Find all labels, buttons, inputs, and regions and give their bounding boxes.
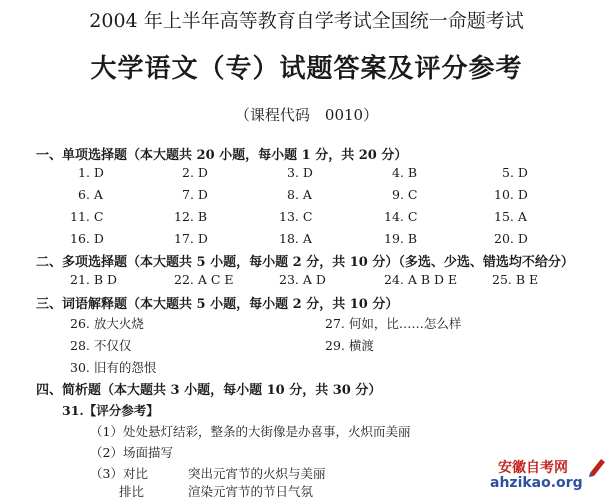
answer-item: 2. D xyxy=(182,165,208,180)
document-title: 大学语文（专）试题答案及评分参考 xyxy=(90,54,523,84)
answer-item: 23. A D xyxy=(279,272,326,287)
section2-heading: 二、多项选择题（本大题共 5 小题，每小题 2 分，共 10 分）（多选、少选、错选均不给分） xyxy=(36,255,574,270)
answer-item: 20. D xyxy=(494,231,528,246)
definition-item: 27. 何如，比……怎么样 xyxy=(325,316,462,331)
answer-item: 9. C xyxy=(392,187,418,202)
definition-item: 28. 不仅仅 xyxy=(70,338,132,353)
answer-item: 4. B xyxy=(392,165,418,180)
definition-item: 29. 横渡 xyxy=(325,338,374,353)
scoring-point: （3）对比 xyxy=(90,466,148,481)
answer-item: 8. A xyxy=(287,187,312,202)
site-url: ahzikao.org xyxy=(490,475,583,491)
scoring-note: 渲染元宵节的节日气氛 xyxy=(188,484,314,499)
answer-row xyxy=(0,209,613,227)
scoring-point: （1）处处悬灯结彩，整条的大街像是办喜事，火炽而美丽 xyxy=(90,424,411,439)
section1-heading: 一、单项选择题（本大题共 20 小题，每小题 1 分，共 20 分） xyxy=(36,148,408,163)
section3-heading: 三、词语解释题（本大题共 5 小题，每小题 2 分，共 10 分） xyxy=(36,297,399,312)
answer-item: 5. D xyxy=(502,165,528,180)
definition-item: 26. 放大火烧 xyxy=(70,316,144,331)
answer-row xyxy=(0,165,613,183)
answer-item: 14. C xyxy=(384,209,418,224)
site-watermark xyxy=(486,455,608,493)
answer-item: 3. D xyxy=(287,165,313,180)
answer-item: 15. A xyxy=(494,209,527,224)
course-code: （课程代码 0010） xyxy=(234,106,379,124)
answer-item: 22. A C E xyxy=(174,272,234,287)
answer-item: 7. D xyxy=(182,187,208,202)
scoring-point: 排比 xyxy=(119,484,145,499)
answer-item: 6. A xyxy=(78,187,103,202)
answer-item: 16. D xyxy=(70,231,104,246)
scoring-point: （2）场面描写 xyxy=(90,445,173,460)
answer-item: 17. D xyxy=(174,231,208,246)
answer-row xyxy=(0,231,613,249)
answer-item: 11. C xyxy=(70,209,104,224)
site-name-cn: 安徽自考网 xyxy=(498,460,568,476)
answer-item: 18. A xyxy=(279,231,312,246)
answer-item: 1. D xyxy=(78,165,104,180)
answer-item: 25. B E xyxy=(492,272,539,287)
pencil-logo-icon xyxy=(586,455,608,477)
answer-item: 24. A B D E xyxy=(384,272,458,287)
section4-heading: 四、简析题（本大题共 3 小题，每小题 10 分，共 30 分） xyxy=(36,383,382,398)
answer-item: 13. C xyxy=(279,209,313,224)
scoring-note: 突出元宵节的火炽与美丽 xyxy=(188,466,326,481)
definition-item: 30. 旧有的怨恨 xyxy=(70,360,157,375)
answer-item: 10. D xyxy=(494,187,528,202)
answer-item: 21. B D xyxy=(70,272,118,287)
answer-row xyxy=(0,187,613,205)
question-31-label: 31.【评分参考】 xyxy=(62,403,159,418)
answer-item: 12. B xyxy=(174,209,208,224)
exam-title: 2004 年上半年高等教育自学考试全国统一命题考试 xyxy=(89,10,524,32)
answer-row xyxy=(0,272,613,290)
answer-item: 19. B xyxy=(384,231,418,246)
